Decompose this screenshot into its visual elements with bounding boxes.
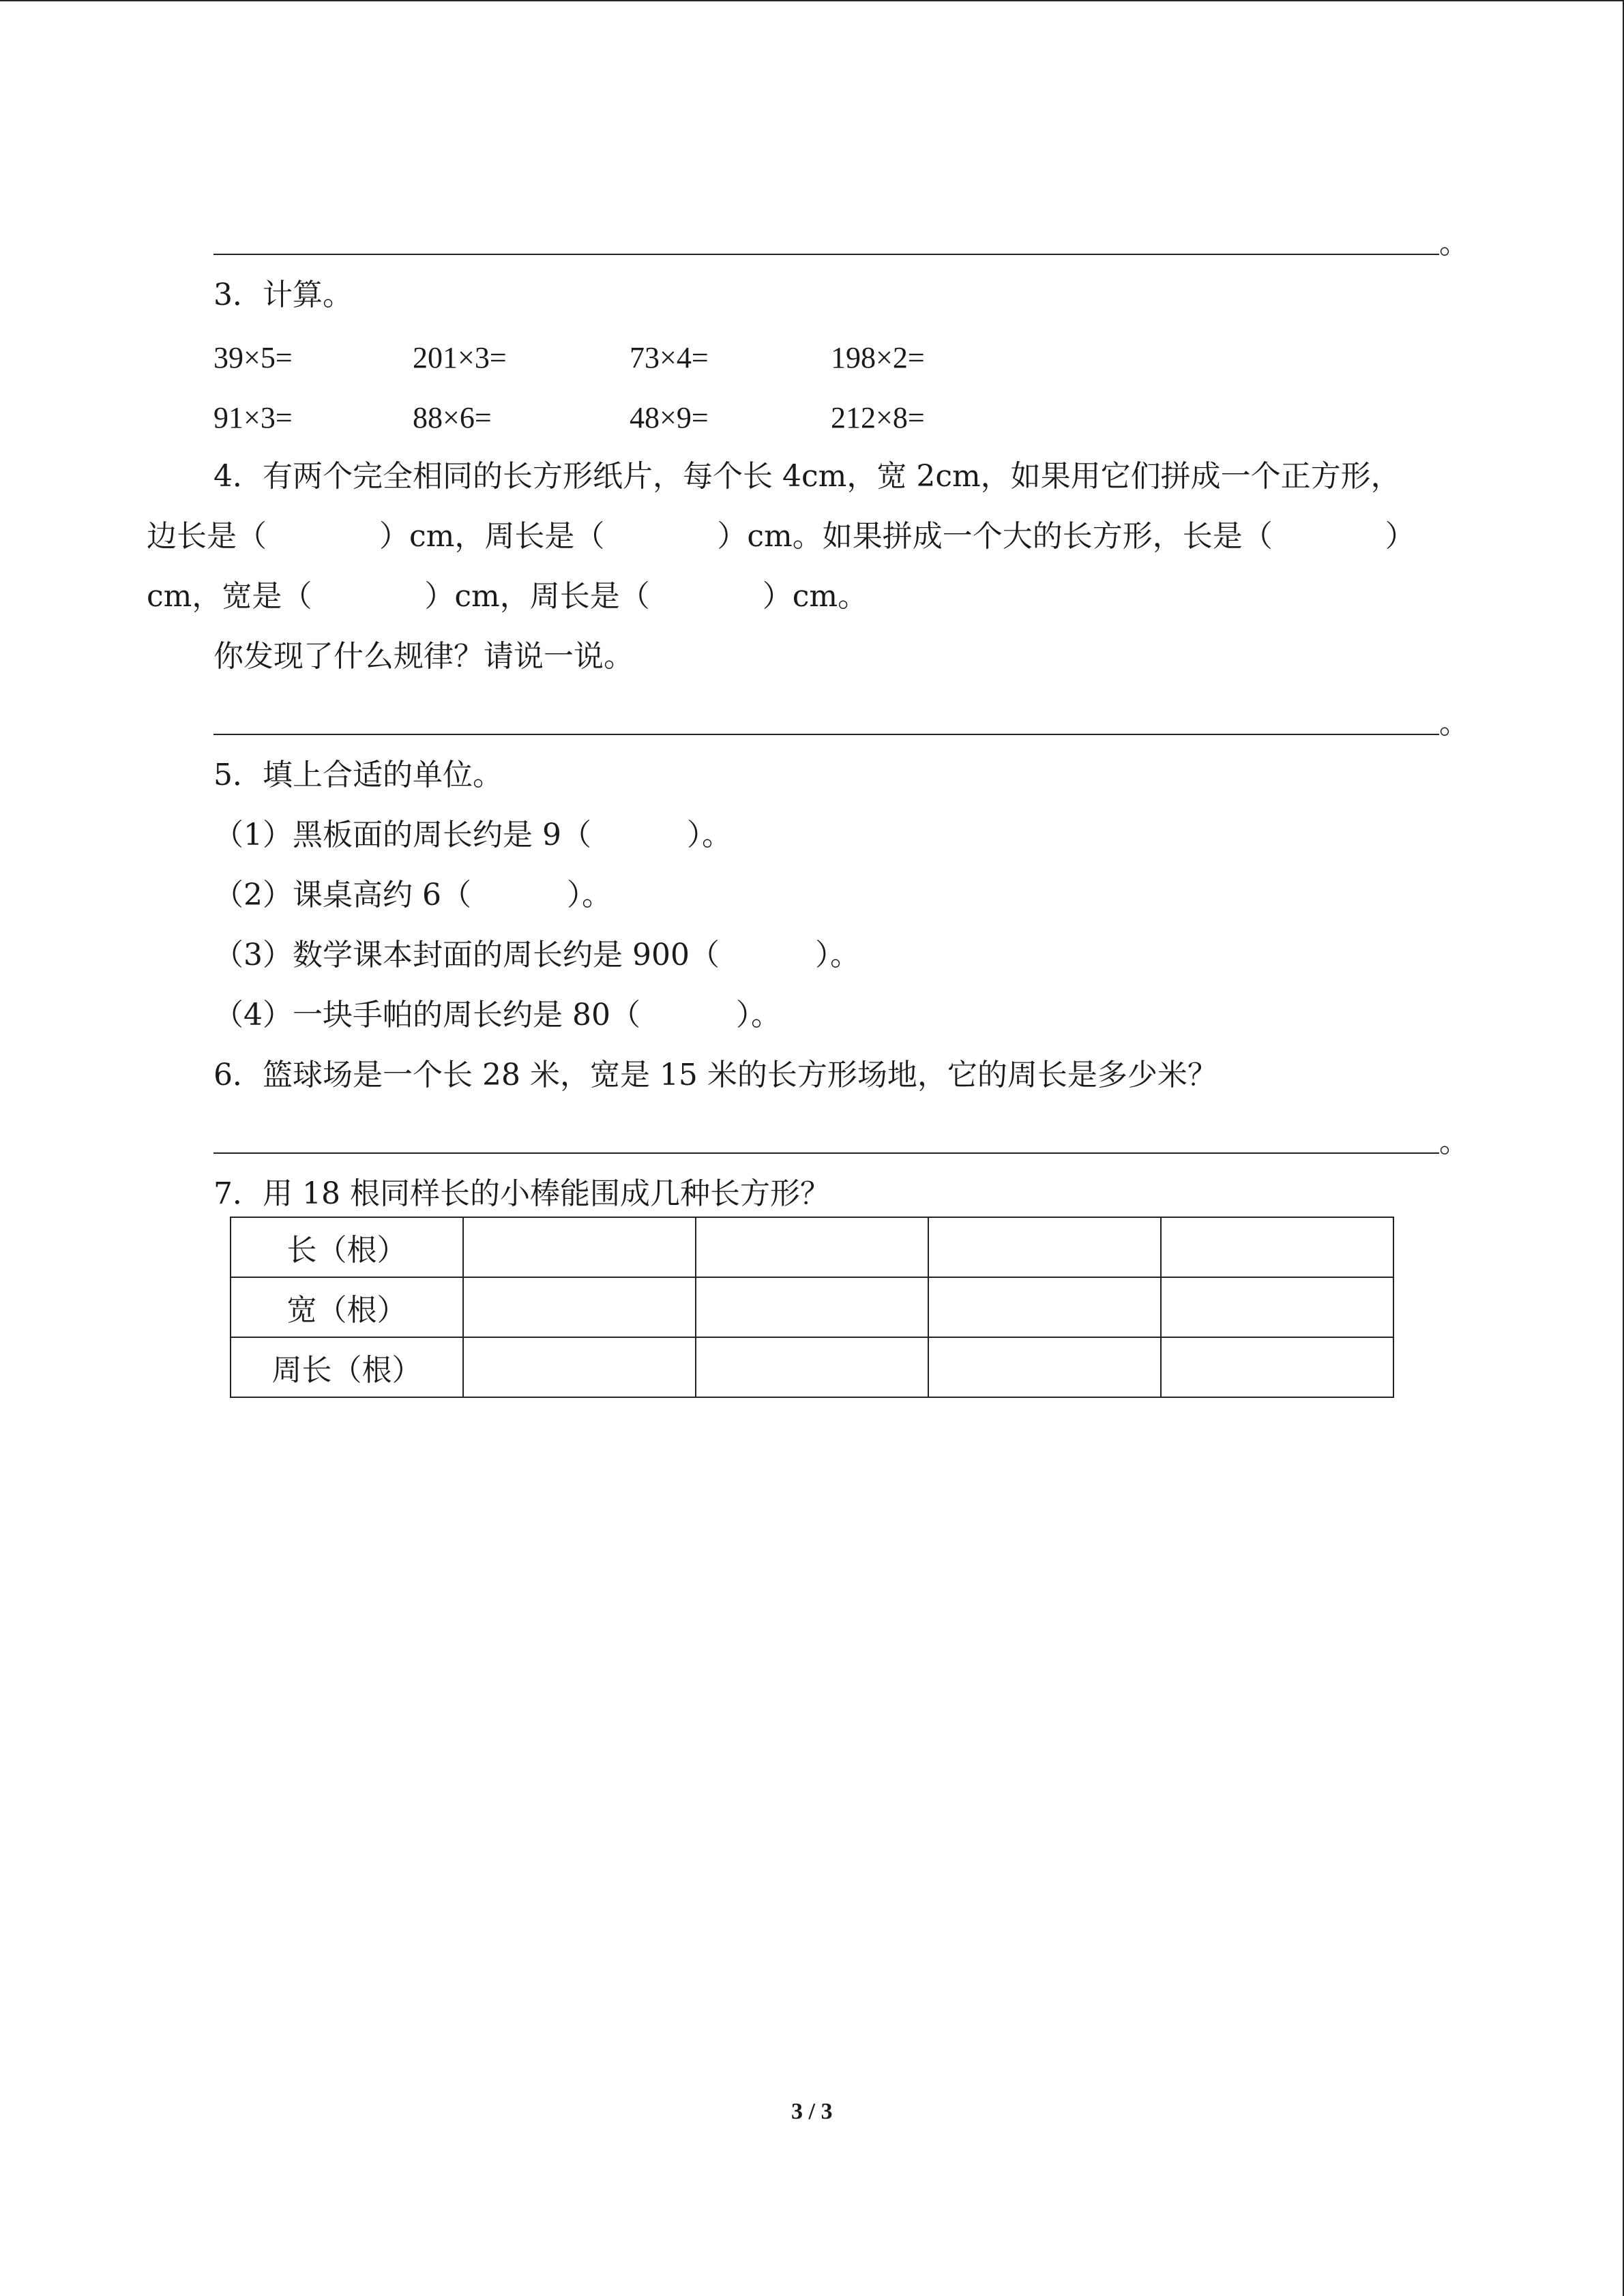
answer-line-q6-period: 。 [1439,1124,1469,1159]
q5-item-1-end: ）。 [686,818,732,852]
q5-item-2 [213,877,612,914]
table-row-length [231,1217,1393,1277]
q5-item-4 [213,997,781,1034]
q5-item-2-text: （2）课桌高约 6（ [213,878,471,912]
q3-calc-5: 91×3= [213,401,293,434]
q3-calc-8: 212×8= [831,401,925,434]
q4-prompt: 你发现了什么规律？请说一说。 [213,639,634,674]
q5-item-3-text: （3）数学课本封面的周长约是 900（ [213,938,720,972]
q4-line-2-a: 边长是（ [147,519,267,554]
q4-line-3-b: ）cm，周长是（ [424,579,650,614]
table-cell[interactable] [1161,1277,1393,1337]
stick-table [230,1217,1394,1398]
table-cell[interactable] [928,1337,1161,1397]
q3-calc-7: 48×9= [630,401,709,434]
q5-item-1-text: （1）黑板面的周长约是 9（ [213,818,591,852]
q5-title: 5．填上合适的单位。 [213,758,503,792]
row-header-width: 宽（根） [231,1277,463,1337]
answer-line-q4-period: 。 [1439,706,1469,741]
q6-text: 6．篮球场是一个长 28 米，宽是 15 米的长方形场地，它的周长是多少米？ [213,1058,1217,1092]
row-header-perimeter: 周长（根） [231,1337,463,1397]
row-header-length: 长（根） [231,1217,463,1277]
table-cell[interactable] [928,1277,1161,1337]
q4-line-3 [147,578,868,615]
q4-line-1: 4．有两个完全相同的长方形纸片，每个长 4cm，宽 2cm，如果用它们拼成一个正方形， [213,459,1401,494]
q4-line-3-a: cm，宽是（ [147,579,312,614]
q5-item-3 [213,937,860,974]
page-number: 3 / 3 [791,2099,833,2124]
q5-item-3-end: ）。 [814,938,860,972]
q3-calc-2: 201×3= [413,341,507,374]
q4-line-2-d: ） [1385,519,1415,554]
table-cell[interactable] [928,1217,1161,1277]
table-cell[interactable] [1161,1217,1393,1277]
q3-calc-1: 39×5= [213,341,293,374]
q4-line-2-c: ）cm。如果拼成一个大的长方形，长是（ [717,519,1273,554]
table-cell[interactable] [463,1337,696,1397]
q5-item-4-end: ）。 [735,998,781,1032]
q7-text: 7．用 18 根同样长的小棒能围成几种长方形？ [213,1176,830,1211]
q4-line-3-c: ）cm。 [762,579,868,614]
q3-calc-4: 198×2= [831,341,925,374]
table-cell[interactable] [696,1337,928,1397]
table-row-width [231,1277,1393,1337]
q3-calc-3: 73×4= [630,341,709,374]
answer-line-top[interactable] [213,254,1439,255]
table-cell[interactable] [696,1277,928,1337]
table-cell[interactable] [696,1217,928,1277]
q4-line-2 [147,518,1415,555]
table-cell[interactable] [463,1277,696,1337]
table-row-perimeter [231,1337,1393,1397]
table-cell[interactable] [463,1217,696,1277]
q4-line-2-b: ）cm，周长是（ [379,519,605,554]
answer-line-top-period: 。 [1439,226,1469,260]
q5-item-1 [213,817,732,854]
q3-calc-6: 88×6= [413,401,492,434]
q3-title: 3．计算。 [213,278,353,312]
table-cell[interactable] [1161,1337,1393,1397]
q5-item-2-end: ）。 [566,878,612,912]
q5-item-4-text: （4）一块手帕的周长约是 80（ [213,998,640,1032]
answer-line-q4[interactable] [213,734,1439,735]
answer-line-q6[interactable] [213,1152,1439,1154]
